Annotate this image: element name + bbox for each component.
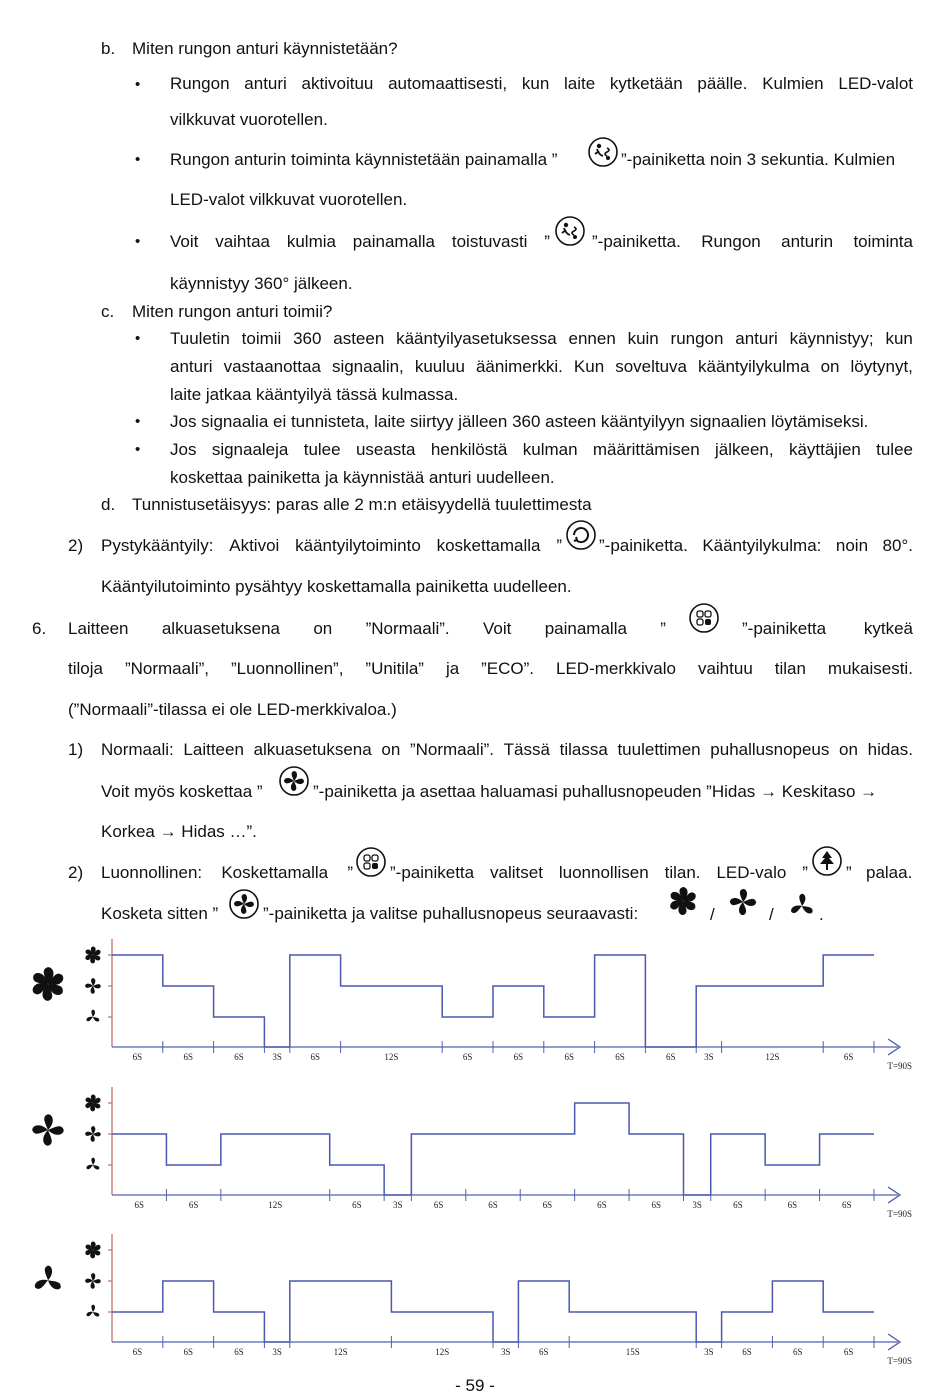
word: tuulettimen xyxy=(617,740,701,759)
x-tick-label: 3S xyxy=(692,1200,702,1210)
word: anturin xyxy=(781,232,834,251)
x-tick-label: 6S xyxy=(310,1052,320,1062)
word: kulman xyxy=(522,440,578,459)
word: ja xyxy=(445,659,460,678)
word: käyttäjien xyxy=(788,440,861,459)
word: Jos xyxy=(170,440,197,459)
fan-high-icon xyxy=(84,1095,101,1112)
word: rungon xyxy=(670,329,724,348)
word: painamalla xyxy=(544,619,627,638)
sub2-line2-pre: Kosketa sitten ” xyxy=(101,904,219,923)
x-tick-label: 15S xyxy=(625,1347,640,1357)
section-b-title: Miten rungon anturi käynnistetään? xyxy=(132,39,398,58)
word: löytynyt, xyxy=(850,357,913,376)
word: ”-painiketta xyxy=(742,619,827,638)
word: ”-painiketta xyxy=(390,863,475,882)
word: anturi xyxy=(735,329,778,348)
speed-line xyxy=(112,955,874,1047)
chart-medium xyxy=(80,1083,910,1223)
bullet1-line2: vilkkuvat vuorotellen. xyxy=(170,110,328,129)
chart-svg xyxy=(80,1083,910,1223)
word: puhallusnopeus xyxy=(710,740,830,759)
page-number: - 59 - xyxy=(455,1376,495,1395)
word: Normaali: xyxy=(101,740,174,759)
word: toistuvasti xyxy=(451,232,528,251)
fan-speed-icon xyxy=(228,888,260,920)
word: Rungon xyxy=(170,74,230,93)
word: ”-painiketta. xyxy=(592,232,681,251)
bullet: • xyxy=(135,330,141,347)
word: Pystykääntyily: xyxy=(101,536,214,555)
x-tick-label: 6S xyxy=(615,1052,625,1062)
word: Aktivoi xyxy=(229,536,280,555)
chart-high xyxy=(80,935,910,1075)
word: hidas. xyxy=(867,740,913,759)
word: kääntyilyasetuksessa xyxy=(396,329,557,348)
chart-svg xyxy=(80,1230,910,1370)
word: useasta xyxy=(355,440,416,459)
fan-low-icon xyxy=(86,1158,100,1171)
word: noin xyxy=(835,536,869,555)
sub2-line1b xyxy=(390,862,808,884)
fan-high-icon xyxy=(30,966,66,1002)
word: ” xyxy=(660,619,666,638)
bullet2-post: ”-painiketta noin 3 sekuntia. Kulmien xyxy=(621,150,896,169)
x-tick-label: 6S xyxy=(234,1052,244,1062)
x-tick-label: 6S xyxy=(488,1200,498,1210)
word: painamalla xyxy=(352,232,436,251)
word: Kun xyxy=(573,357,605,376)
c-bullet1-line1 xyxy=(170,328,913,350)
word: 360 xyxy=(293,329,322,348)
x-tick-label: 6S xyxy=(842,1200,852,1210)
bullet: • xyxy=(135,76,141,93)
word: vastaanottaa xyxy=(223,357,321,376)
slash: / xyxy=(710,905,715,924)
word: anturi xyxy=(244,74,287,93)
body-sensor-icon xyxy=(587,136,619,168)
x-tick-label: 3S xyxy=(272,1347,282,1357)
item2-line1b xyxy=(599,535,913,557)
bullet: • xyxy=(135,233,141,250)
word: alkuasetuksena xyxy=(253,740,372,759)
word: Tässä xyxy=(503,740,550,759)
item6-line2 xyxy=(68,658,913,680)
x-tick-label: 6S xyxy=(564,1052,574,1062)
word: ”Normaali”. xyxy=(409,740,494,759)
word: ”Normaali”, xyxy=(124,659,209,678)
bullet2-line2: LED-valot vilkkuvat vuorotellen. xyxy=(170,190,408,209)
word: ” xyxy=(556,536,562,555)
bullet3-line1b xyxy=(592,231,913,253)
word: käynnistyy; xyxy=(789,329,874,348)
bullet1-line1 xyxy=(170,73,913,95)
item6-line1b xyxy=(742,618,913,640)
word: kytkeä xyxy=(863,619,913,638)
word: koskettamalla xyxy=(436,536,541,555)
fan-low-icon xyxy=(86,1305,100,1318)
item2-line2: Kääntyilutoiminto pysähtyy koskettamalla painiketta uudelleen. xyxy=(101,577,572,596)
x-tick-label: 6S xyxy=(132,1052,143,1062)
word: ”-painiketta. xyxy=(599,536,688,555)
fan-low-icon xyxy=(787,889,817,919)
fan-medium-icon xyxy=(85,1126,101,1142)
x-tick-label: 6S xyxy=(542,1200,553,1210)
item6-marker: 6. xyxy=(32,619,47,638)
word: tilan xyxy=(774,659,806,678)
x-tick-label: 6S xyxy=(134,1200,144,1210)
end-label: T=90S xyxy=(887,1209,912,1219)
x-tick-label: 12S xyxy=(333,1347,348,1357)
word: tulee xyxy=(303,440,341,459)
x-tick-label: 6S xyxy=(513,1052,524,1062)
word: tulee xyxy=(876,440,913,459)
word: ” xyxy=(347,863,353,882)
word: kytketään xyxy=(609,74,683,93)
word: 80°. xyxy=(882,536,913,555)
word: Kulmien xyxy=(762,74,824,93)
word: Tuuletin xyxy=(170,329,230,348)
word: tiloja xyxy=(68,659,103,678)
word: tilan. xyxy=(664,863,701,882)
x-tick-label: 6S xyxy=(539,1347,549,1357)
item6-line1a xyxy=(68,618,666,640)
word: jälkeen, xyxy=(715,440,774,459)
x-tick-label: 3S xyxy=(704,1347,714,1357)
word: on xyxy=(313,619,333,638)
sub1-line1 xyxy=(101,739,913,761)
x-tick-label: 12S xyxy=(384,1052,399,1062)
fan-high-icon xyxy=(84,1242,101,1259)
c-bullet2: Jos signaalia ei tunnisteta, laite siirtyy jälleen 360 asteen kääntyilyyn signaalien löytämiseksi. xyxy=(170,412,869,431)
end-dot: . xyxy=(819,905,824,924)
word: kuin xyxy=(627,329,659,348)
word: on xyxy=(381,740,401,759)
c-bullet1-line2 xyxy=(170,356,913,378)
section-b-marker: b. xyxy=(101,39,116,58)
x-tick-label: 6S xyxy=(843,1052,854,1062)
word: aktivoituu xyxy=(301,74,374,93)
bullet3-line2: käynnistyy 360° jälkeen. xyxy=(170,274,353,293)
word: kääntyilytoiminto xyxy=(295,536,421,555)
bullet3-line1a xyxy=(170,231,550,253)
fan-high-icon xyxy=(84,947,101,964)
x-tick-label: 12S xyxy=(765,1052,780,1062)
x-tick-label: 3S xyxy=(272,1052,282,1062)
word: Luonnollinen: xyxy=(101,863,203,882)
sub2-palaa: palaa. xyxy=(866,863,913,882)
x-tick-label: 6S xyxy=(462,1052,473,1062)
section-d-marker: d. xyxy=(101,495,116,514)
bullet: • xyxy=(135,413,141,430)
word: kulmia xyxy=(286,232,336,251)
word: ” xyxy=(544,232,550,251)
x-tick-label: 6S xyxy=(433,1200,444,1210)
word: ”ECO”. xyxy=(481,659,535,678)
sub2-line2-post: ”-painiketta ja valitse puhallusnopeus seuraavasti: xyxy=(263,904,639,923)
x-tick-label: 3S xyxy=(500,1347,511,1357)
fan-medium-icon xyxy=(30,1112,66,1148)
fan-medium-icon xyxy=(728,887,758,917)
word: automaattisesti, xyxy=(388,74,508,93)
sub1-line3: Korkea → Hidas …”. xyxy=(101,822,257,841)
word: Voit xyxy=(170,232,199,251)
x-tick-label: 6S xyxy=(843,1347,854,1357)
item2-marker: 2) xyxy=(68,536,84,555)
x-tick-label: 6S xyxy=(742,1347,752,1357)
x-tick-label: 6S xyxy=(352,1200,362,1210)
body-sensor-icon xyxy=(554,215,586,247)
x-tick-label: 6S xyxy=(597,1200,607,1210)
sub2-quote: ” xyxy=(846,863,852,882)
word: määrittämisen xyxy=(592,440,700,459)
fan-low-icon xyxy=(86,1010,100,1023)
word: ”Unitila” xyxy=(365,659,424,678)
fan-low-icon xyxy=(30,1260,66,1296)
word: laite xyxy=(564,74,596,93)
x-tick-label: 6S xyxy=(183,1347,193,1357)
word: asteen xyxy=(333,329,385,348)
x-tick-label: 6S xyxy=(733,1200,743,1210)
bullet: • xyxy=(135,151,141,168)
end-label: T=90S xyxy=(887,1061,912,1071)
sub1-line2-post: ”-painiketta ja asettaa haluamasi puhallusnopeuden ”Hidas → Keskitaso → xyxy=(313,782,878,801)
c-bullet1-line3: laite jatkaa kääntyilyä tässä kulmassa. xyxy=(170,385,459,404)
word: ”Normaali”. xyxy=(365,619,450,638)
word: soveltuva xyxy=(615,357,688,376)
item2-line1a xyxy=(101,535,562,557)
word: äänimerkki. xyxy=(475,357,563,376)
section-c-title: Miten rungon anturi toimii? xyxy=(132,302,333,321)
word: LED-merkkivalo xyxy=(556,659,676,678)
x-tick-label: 3S xyxy=(392,1200,403,1210)
word: signaaleja xyxy=(211,440,289,459)
item6-line3: (”Normaali”-tilassa ei ole LED-merkkivaloa.) xyxy=(68,700,397,719)
word: kun xyxy=(885,329,913,348)
word: LED-valo xyxy=(716,863,787,882)
word: Koskettamalla xyxy=(221,863,329,882)
word: mukaisesti. xyxy=(827,659,913,678)
word: vaihtuu xyxy=(697,659,753,678)
word: henkilöstä xyxy=(430,440,508,459)
word: luonnollisen xyxy=(558,863,649,882)
word: kääntyilykulma xyxy=(698,357,810,376)
chart-svg xyxy=(80,935,910,1075)
word: ”Luonnollinen”, xyxy=(230,659,344,678)
word: ” xyxy=(802,863,808,882)
fan-medium-icon xyxy=(85,978,101,994)
natural-tree-icon xyxy=(811,845,843,877)
chart-low xyxy=(80,1230,910,1370)
fan-medium-icon xyxy=(85,1273,101,1289)
word: toiminta xyxy=(853,232,913,251)
word: on xyxy=(839,740,858,759)
word: vaihtaa xyxy=(215,232,271,251)
x-tick-label: 12S xyxy=(435,1347,450,1357)
x-tick-label: 6S xyxy=(666,1052,676,1062)
sub2-line1a xyxy=(101,862,353,884)
x-tick-label: 3S xyxy=(704,1052,714,1062)
word: kuuluu xyxy=(414,357,465,376)
word: Laitteen xyxy=(68,619,129,638)
x-tick-label: 6S xyxy=(793,1347,803,1357)
word: Rungon xyxy=(701,232,761,251)
x-tick-label: 6S xyxy=(651,1200,662,1210)
sub2-marker: 2) xyxy=(68,863,84,882)
section-d-text: Tunnistusetäisyys: paras alle 2 m:n etäisyydellä tuulettimesta xyxy=(132,495,592,514)
word: on xyxy=(820,357,840,376)
bullet: • xyxy=(135,441,141,458)
x-tick-label: 12S xyxy=(268,1200,283,1210)
mode-icon xyxy=(355,846,387,878)
fan-high-icon xyxy=(668,886,698,916)
slash: / xyxy=(769,905,774,924)
x-tick-label: 6S xyxy=(787,1200,798,1210)
word: toimii xyxy=(241,329,282,348)
x-tick-label: 6S xyxy=(183,1052,193,1062)
word: Laitteen xyxy=(183,740,244,759)
oscillation-icon xyxy=(565,519,597,551)
end-label: T=90S xyxy=(887,1356,912,1366)
c-bullet3-line2: koskettaa painiketta ja käynnistää anturi uudelleen. xyxy=(170,468,555,487)
section-c-marker: c. xyxy=(101,302,115,321)
c-bullet3-line1 xyxy=(170,439,913,461)
sub1-marker: 1) xyxy=(68,740,84,759)
word: ennen xyxy=(568,329,616,348)
sub1-line2-pre: Voit myös koskettaa ” xyxy=(101,782,263,801)
word: kun xyxy=(521,74,550,93)
word: anturi xyxy=(170,357,213,376)
word: Voit xyxy=(483,619,512,638)
mode-icon xyxy=(688,602,720,634)
word: Kääntyilykulma: xyxy=(702,536,822,555)
x-tick-label: 6S xyxy=(132,1347,143,1357)
speed-line xyxy=(112,1281,874,1342)
word: päälle. xyxy=(697,74,748,93)
speed-line xyxy=(112,1103,874,1195)
word: LED-valot xyxy=(838,74,913,93)
word: alkuasetuksena xyxy=(161,619,280,638)
word: valitset xyxy=(490,863,543,882)
bullet2-pre: Rungon anturin toiminta käynnistetään painamalla ” xyxy=(170,150,558,169)
word: signaalin, xyxy=(331,357,404,376)
word: tilassa xyxy=(559,740,608,759)
fan-speed-icon xyxy=(278,765,310,797)
x-tick-label: 6S xyxy=(188,1200,199,1210)
x-tick-label: 6S xyxy=(234,1347,244,1357)
